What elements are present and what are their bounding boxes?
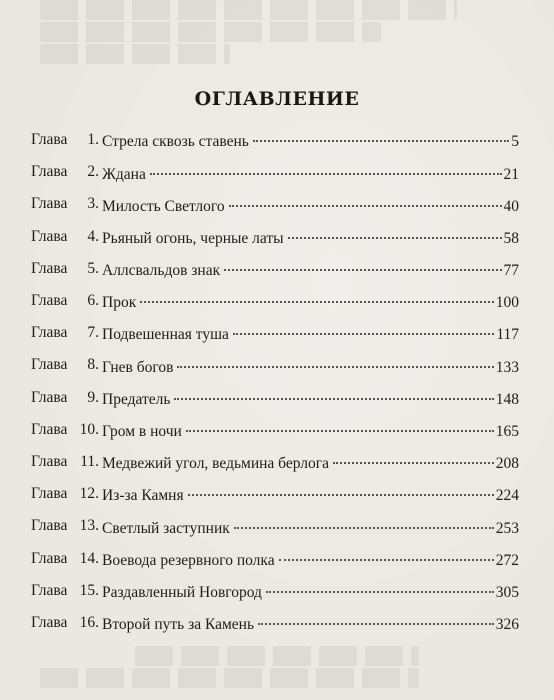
chapter-line — [102, 161, 519, 184]
toc-entry[interactable] — [31, 349, 519, 381]
chapter-number: 10. — [79, 420, 99, 438]
toc-entry[interactable] — [31, 575, 519, 607]
chapter-title: Предатель — [102, 390, 171, 408]
chapter-line — [102, 129, 519, 152]
page-number: 148 — [495, 390, 519, 408]
chapter-word: Глава — [31, 324, 68, 342]
chapter-word: Глава — [31, 292, 68, 310]
page-number: 133 — [495, 358, 519, 376]
toc-entry[interactable] — [31, 317, 519, 349]
dot-leader — [333, 451, 494, 465]
chapter-line — [102, 225, 519, 248]
chapter-number: 9. — [87, 388, 99, 406]
chapter-line — [102, 354, 519, 377]
chapter-word: Глава — [31, 517, 68, 535]
toc-entry[interactable] — [31, 414, 519, 446]
chapter-line — [102, 515, 519, 538]
chapter-word: Глава — [31, 613, 68, 631]
chapter-title: Аллсвальдов знак — [102, 262, 221, 280]
dot-leader — [234, 515, 494, 529]
chapter-number: 13. — [79, 517, 99, 535]
chapter-word: Глава — [31, 452, 68, 470]
chapter-number: 4. — [87, 227, 99, 245]
page-number: 77 — [503, 262, 519, 280]
toc-entry[interactable] — [31, 285, 519, 317]
toc-entry[interactable] — [31, 446, 519, 478]
page-number: 40 — [503, 197, 519, 215]
page-number: 326 — [495, 616, 519, 634]
chapter-word: Глава — [31, 356, 68, 374]
chapter-number: 16. — [79, 613, 99, 631]
toc-entry[interactable] — [31, 124, 519, 156]
page-number: 272 — [495, 551, 519, 569]
chapter-number: 8. — [87, 356, 99, 374]
chapter-line — [102, 290, 519, 313]
dot-leader — [279, 547, 494, 561]
toc-entry[interactable] — [31, 478, 519, 510]
dot-leader — [253, 129, 509, 143]
chapter-title: Рьяный огонь, черные латы — [102, 229, 284, 247]
dot-leader — [188, 483, 494, 497]
chapter-number: 3. — [87, 195, 99, 213]
dot-leader — [186, 419, 494, 433]
chapter-number: 1. — [87, 131, 99, 149]
chapter-line — [102, 258, 519, 281]
chapter-title: Из-за Камня — [102, 487, 184, 505]
page-number: 165 — [495, 423, 519, 441]
chapter-number: 11. — [80, 452, 99, 470]
chapter-word: Глава — [31, 131, 68, 149]
chapter-line — [102, 193, 519, 216]
chapter-number: 2. — [87, 163, 99, 181]
chapter-title: Подвешенная туша — [102, 326, 229, 344]
chapter-word: Глава — [31, 227, 68, 245]
page-number: 117 — [496, 326, 519, 344]
chapter-word: Глава — [31, 581, 68, 599]
chapter-word: Глава — [31, 163, 68, 181]
toc-entry[interactable] — [31, 156, 519, 188]
chapter-word: Глава — [31, 549, 68, 567]
chapter-title: Ждана — [102, 165, 146, 183]
chapter-title: Воевода резервного полка — [102, 551, 275, 569]
dot-leader — [150, 161, 502, 175]
chapter-title: Светлый заступник — [102, 519, 230, 537]
chapter-line — [102, 612, 519, 635]
chapter-number: 6. — [87, 292, 99, 310]
dot-leader — [229, 193, 502, 207]
page-number: 21 — [503, 165, 519, 183]
chapter-number: 12. — [79, 485, 99, 503]
page-number: 305 — [495, 583, 519, 601]
chapter-title: Прок — [102, 294, 137, 312]
chapter-line — [102, 419, 519, 442]
page-number: 58 — [503, 229, 519, 247]
chapter-word: Глава — [31, 195, 68, 213]
toc-entry[interactable] — [31, 221, 519, 253]
dot-leader — [288, 225, 502, 239]
dot-leader — [140, 290, 494, 304]
chapter-line — [102, 547, 519, 570]
chapter-title: Гром в ночи — [102, 423, 182, 441]
page-number: 253 — [495, 519, 519, 537]
dot-leader — [177, 354, 493, 368]
chapter-line — [102, 386, 519, 409]
chapter-word: Глава — [31, 485, 68, 503]
chapter-number: 15. — [79, 581, 99, 599]
toc-entry[interactable] — [31, 188, 519, 220]
chapter-number: 7. — [87, 324, 99, 342]
chapter-line — [102, 451, 519, 474]
toc-entry[interactable] — [31, 607, 519, 639]
dot-leader — [266, 579, 494, 593]
chapter-number: 5. — [87, 259, 99, 277]
chapter-word: Глава — [31, 259, 68, 277]
chapter-line — [102, 483, 519, 506]
toc-entry[interactable] — [31, 542, 519, 574]
page-number: 100 — [495, 294, 519, 312]
page-number: 5 — [511, 133, 519, 151]
dot-leader — [258, 612, 494, 626]
chapter-title: Гнев богов — [102, 358, 174, 376]
page-title: ОГЛАВЛЕНИЕ — [194, 88, 360, 110]
page-number: 208 — [495, 455, 519, 473]
table-of-contents — [31, 124, 519, 639]
bleed-through-top — [40, 0, 514, 66]
chapter-word: Глава — [31, 388, 68, 406]
chapter-title: Милость Светлого — [102, 197, 225, 215]
chapter-title: Раздавленный Новгород — [102, 583, 262, 601]
toc-entry[interactable] — [31, 510, 519, 542]
chapter-word: Глава — [31, 420, 68, 438]
bleed-through-bottom — [40, 646, 514, 690]
toc-entry[interactable] — [31, 253, 519, 285]
chapter-number: 14. — [79, 549, 99, 567]
dot-leader — [233, 322, 494, 336]
chapter-title: Стрела сквозь ставень — [102, 133, 249, 151]
toc-entry[interactable] — [31, 382, 519, 414]
dot-leader — [224, 258, 501, 272]
page-number: 224 — [495, 487, 519, 505]
chapter-line — [102, 322, 519, 345]
chapter-title: Медвежий угол, ведьмина берлога — [102, 455, 330, 473]
chapter-title: Второй путь за Камень — [102, 616, 255, 634]
dot-leader — [174, 386, 493, 400]
chapter-line — [102, 579, 519, 602]
